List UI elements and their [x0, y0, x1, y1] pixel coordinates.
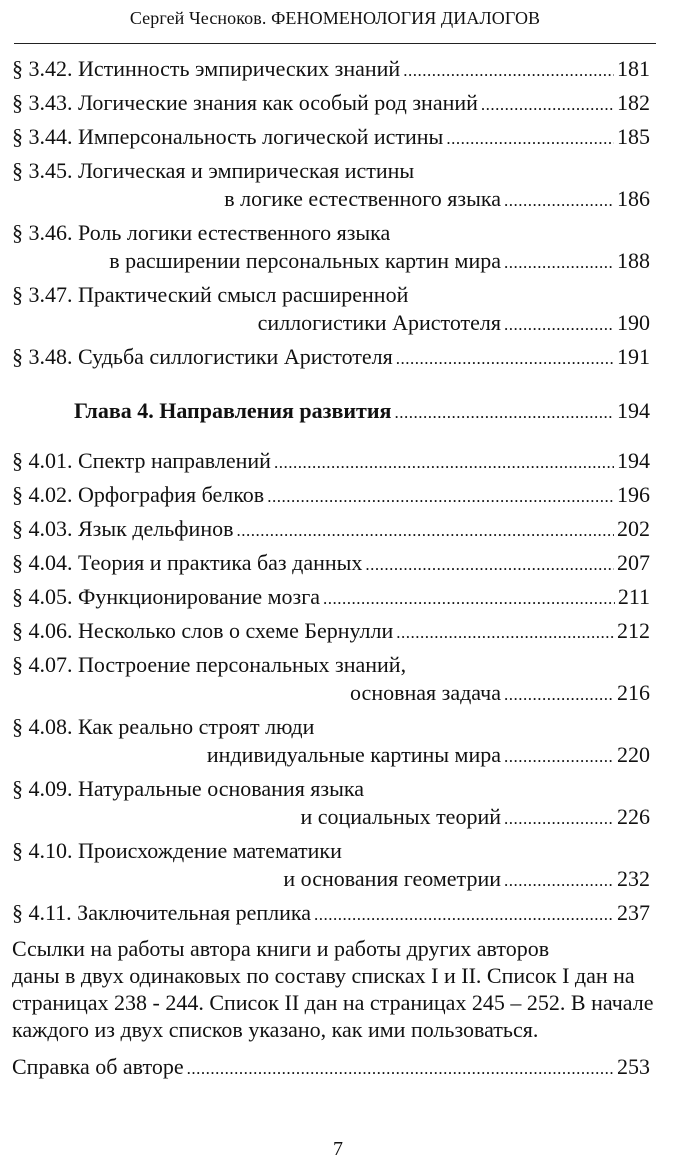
entry-page: 194	[617, 448, 650, 473]
bibliography-note	[12, 935, 654, 1043]
chapter-page: 194	[617, 398, 650, 423]
toc-entry	[12, 549, 650, 579]
toc-entry	[12, 713, 650, 771]
entry-title: силлогистики Аристотеля	[257, 310, 501, 335]
entry-title: § 3.42. Истинность эмпирических знаний	[12, 56, 401, 81]
entry-page: 207	[617, 550, 650, 575]
toc-entry	[12, 481, 650, 511]
entry-title: Справка об авторе	[12, 1054, 184, 1079]
entry-title: § 4.10. Происхождение математики	[12, 838, 342, 863]
entry-page: 185	[617, 124, 650, 149]
entry-title: § 4.08. Как реально строят люди	[12, 714, 315, 739]
entry-title: основная задача	[350, 680, 501, 705]
entry-title: § 3.44. Имперсональность логической истины	[12, 124, 444, 149]
entry-page: 253	[617, 1054, 650, 1079]
entry-page: 202	[617, 516, 650, 541]
dot-leader	[394, 397, 614, 427]
toc-entry	[12, 837, 650, 895]
table-of-contents	[12, 55, 654, 1087]
running-header: Сергей Чесноков. ФЕНОМЕНОЛОГИЯ ДИАЛОГОВ	[129, 8, 541, 28]
header-rule	[14, 43, 656, 44]
entry-page: 196	[617, 482, 650, 507]
dot-leader	[504, 803, 614, 833]
dot-leader	[323, 583, 615, 613]
entry-title: § 3.48. Судьба силлогистики Аристотеля	[12, 344, 393, 369]
entry-title: § 4.01. Спектр направлений	[12, 448, 271, 473]
dot-leader	[274, 447, 614, 477]
entry-page: 181	[617, 56, 650, 81]
toc-section-4	[12, 447, 650, 929]
dot-leader	[396, 343, 614, 373]
entry-page: 237	[617, 900, 650, 925]
note-line: каждого из двух списков указано, как ими пользоваться.	[12, 1017, 539, 1042]
toc-entry	[12, 219, 650, 277]
toc-entry	[12, 281, 650, 339]
entry-title: и основания геометрии	[283, 866, 501, 891]
toc-entry	[12, 157, 650, 215]
toc-entry	[12, 515, 650, 545]
entry-page: 190	[617, 310, 650, 335]
entry-title: § 3.43. Логические знания как особый род знаний	[12, 90, 478, 115]
toc-entry	[12, 89, 650, 119]
toc-entry	[12, 447, 650, 477]
dot-leader	[504, 865, 614, 895]
entry-title: и социальных теорий	[300, 804, 501, 829]
entry-title: § 3.47. Практический смысл расширенной	[12, 282, 409, 307]
page-number: 7	[333, 1138, 343, 1160]
entry-title: § 4.05. Функционирование мозга	[12, 584, 321, 609]
entry-page: 232	[617, 866, 650, 891]
dot-leader	[504, 247, 614, 277]
entry-page: 188	[617, 248, 650, 273]
entry-title: § 3.46. Роль логики естественного языка	[12, 220, 391, 245]
entry-title: индивидуальные картины мира	[206, 742, 501, 767]
toc-entry	[12, 55, 650, 85]
entry-title: § 4.04. Теория и практика баз данных	[12, 550, 363, 575]
entry-title: в логике естественного языка	[224, 186, 501, 211]
dot-leader	[504, 679, 614, 709]
entry-title: § 4.03. Язык дельфинов	[12, 516, 234, 541]
entry-title: § 4.06. Несколько слов о схеме Бернулли	[12, 618, 394, 643]
dot-leader	[267, 481, 614, 511]
dot-leader	[187, 1053, 614, 1083]
entry-page: 186	[617, 186, 650, 211]
toc-entry	[12, 123, 650, 153]
entry-page: 212	[617, 618, 650, 643]
entry-page: 211	[617, 584, 650, 609]
note-line: страницах 238 - 244. Список II дан на страницах 245 – 252. В начале	[12, 990, 654, 1015]
entry-page: 226	[617, 804, 650, 829]
entry-title: в расширении персональных картин мира	[109, 248, 501, 273]
dot-leader	[504, 185, 614, 215]
toc-entry	[12, 583, 650, 613]
toc-section-3	[12, 55, 650, 373]
chapter-title: Глава 4. Направления развития	[74, 398, 392, 423]
toc-entry-about-author	[12, 1053, 650, 1083]
dot-leader	[504, 741, 614, 771]
entry-page: 216	[617, 680, 650, 705]
entry-title: § 4.11. Заключительная реплика	[12, 900, 312, 925]
toc-entry	[12, 899, 650, 929]
entry-page: 182	[617, 90, 650, 115]
entry-title: § 4.09. Натуральные основания языка	[12, 776, 365, 801]
entry-title: § 3.45. Логическая и эмпирическая истины	[12, 158, 415, 183]
entry-page: 220	[617, 742, 650, 767]
dot-leader	[446, 123, 614, 153]
dot-leader	[314, 899, 614, 929]
dot-leader	[365, 549, 614, 579]
toc-entry	[12, 651, 650, 709]
dot-leader	[481, 89, 614, 119]
entry-title: § 4.02. Орфография белков	[12, 482, 265, 507]
toc-entry	[12, 617, 650, 647]
dot-leader	[396, 617, 614, 647]
entry-title: § 4.07. Построение персональных знаний,	[12, 652, 407, 677]
toc-chapter-4	[12, 397, 650, 427]
note-line: Ссылки на работы автора книги и работы других авторов	[12, 936, 550, 961]
dot-leader	[403, 55, 614, 85]
dot-leader	[504, 309, 614, 339]
note-line: даны в двух одинаковых по составу списках I и II. Список I дан на	[12, 963, 635, 988]
entry-page: 191	[617, 344, 650, 369]
dot-leader	[237, 515, 615, 545]
toc-entry	[12, 343, 650, 373]
toc-entry	[12, 775, 650, 833]
